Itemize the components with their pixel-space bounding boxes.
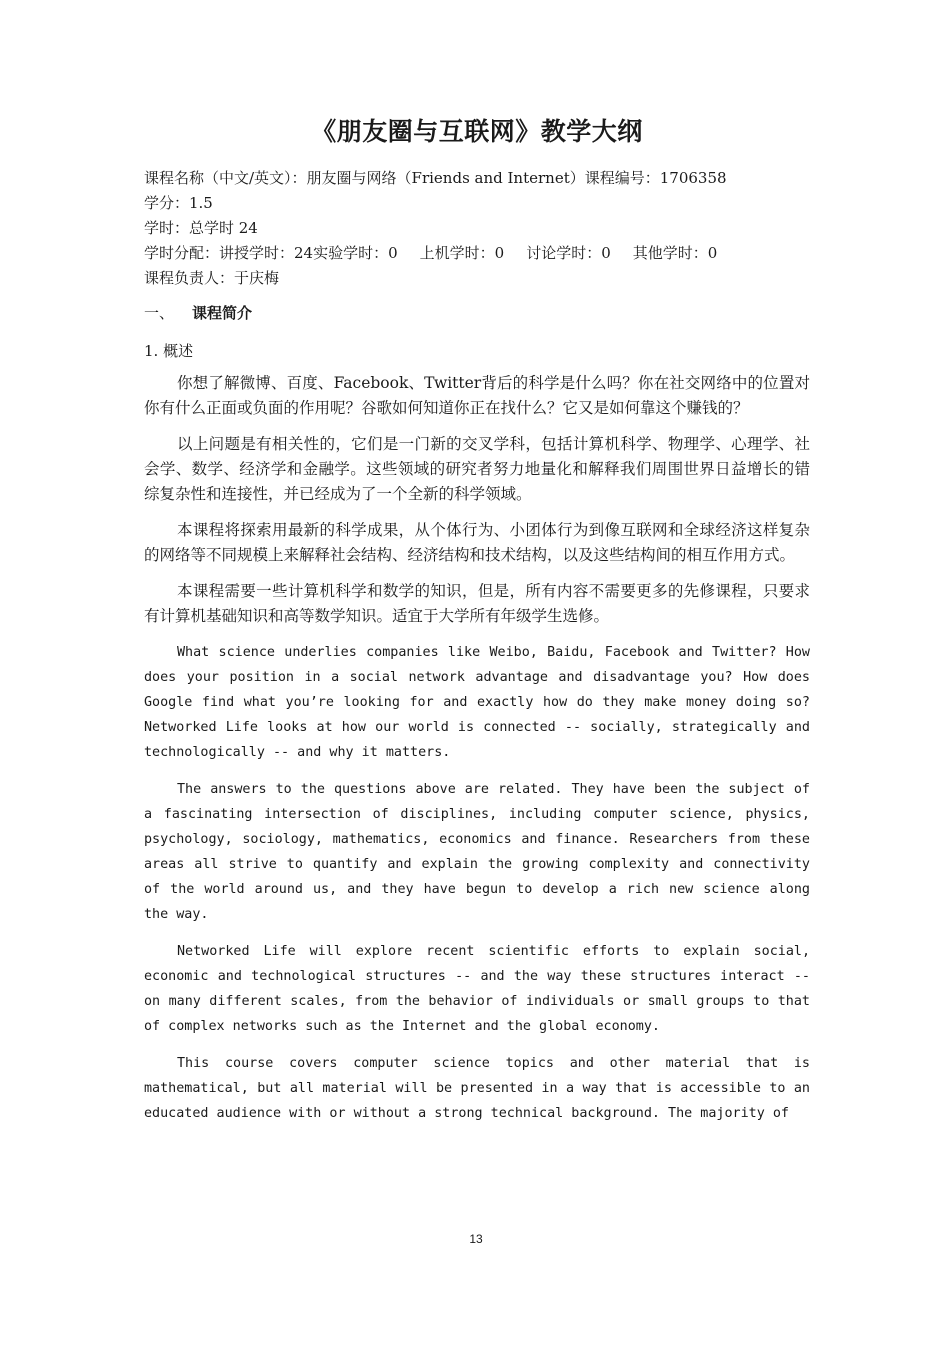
course-name-line: 课程名称（中文/英文）：朋友圈与网络（Friends and Internet）课程编号：1706358 xyxy=(144,169,727,187)
computer-hours: 上机学时：0 xyxy=(419,244,505,262)
section-title: 课程简介 xyxy=(192,304,253,322)
hours-allocation-line xyxy=(144,241,810,266)
paragraph-zh-4: 本课程需要一些计算机科学和数学的知识，但是，所有内容不需要更多的先修课程，只要求有计算机基础知识和高等数学知识。适宜于大学所有年级学生选修。 xyxy=(144,582,810,625)
paragraph-en-4: This course covers computer science topics and other material that is mathematical, but all material will be presented in a way that is accessible to an educated audience with or without a strong technical background. The majority of xyxy=(144,1056,810,1121)
lecture-hours: 学时分配：讲授学时：24实验学时：0 xyxy=(144,244,398,262)
hours-line: 学时：总学时 24 xyxy=(144,219,258,237)
section-number: 一、 xyxy=(144,304,175,322)
instructor-line: 课程负责人：于庆梅 xyxy=(144,269,280,287)
subsection-heading: 1. 概述 xyxy=(144,342,194,360)
document-title: 《朋友圈与互联网》教学大纲 xyxy=(311,117,643,146)
credits-line: 学分：1.5 xyxy=(144,194,213,212)
paragraph-zh-1: 你想了解微博、百度、Facebook、Twitter背后的科学是什么吗？你在社交网络中的位置对你有什么正面或负面的作用呢？谷歌如何知道你正在找什么？它又是如何靠这个赚钱的？ xyxy=(144,374,810,417)
paragraph-en-3: Networked Life will explore recent scientific efforts to explain social, economic and technological structures -- and the way these structures interact -- on many different scales, from the behavior of individuals or small groups to that of complex networks such as the Internet and the global economy. xyxy=(144,944,810,1034)
course-meta xyxy=(144,166,810,291)
discussion-hours: 讨论学时：0 xyxy=(526,244,611,262)
paragraph-en-2: The answers to the questions above are related. They have been the subject of a fascinating intersection of disciplines, including computer science, physics, psychology, sociology, mathematics, economics and finance. Researchers from these areas all strive to quantify and explain the growing complexity and connectivity of the world around us, and they have begun to develop a rich new science along the way. xyxy=(144,782,810,922)
paragraph-zh-3: 本课程将探索用最新的科学成果，从个体行为、小团体行为到像互联网和全球经济这样复杂的网络等不同规模上来解释社会结构、经济结构和技术结构，以及这些结构间的相互作用方式。 xyxy=(144,521,810,564)
paragraph-en-1: What science underlies companies like Weibo, Baidu, Facebook and Twitter? How does your position in a social network advantage and disadvantage you? How does Google find what you’re looking for and exactly how do they make money doing so? Networked Life looks at how our world is connected -- socially, strategically and technologically -- and why it matters. xyxy=(144,645,810,760)
paragraph-zh-2: 以上问题是有相关性的，它们是一门新的交叉学科，包括计算机科学、物理学、心理学、社会学、数学、经济学和金融学。这些领域的研究者努力地量化和解释我们周围世界日益增长的错综复杂性和连接性，并已经成为了一个全新的科学领域。 xyxy=(144,435,810,503)
page-number: 13 xyxy=(469,1232,483,1246)
other-hours: 其他学时：0 xyxy=(632,244,718,262)
document-content xyxy=(144,112,810,1138)
section-heading xyxy=(144,301,810,325)
